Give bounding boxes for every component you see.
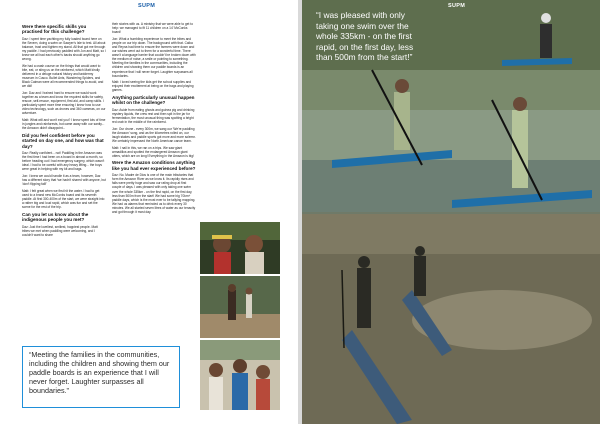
answer-paragraph: Daz: No. Madre de Dios is one of the main tributaries that form the Amazon River as we know it. Its rapidly rises and falls were pretty huge and saw our rating drop at first couple of days. I was pleased with only taking one swim over the whole 335km - on the first rapid, on the first day, less than 500m from the start! We had some big 70km+ paddle days, which is the most ever to be tallying mapping. We had us alarms that reminded us to drink every 30 minutes. We all started seven litres of water as our tenacity and got through it most day. <box>112 173 196 214</box>
article-column-2 <box>112 22 196 217</box>
photo-group-villagers <box>200 340 280 410</box>
question-heading: Were there specific skills you practised for this challenge? <box>22 24 87 35</box>
answer-paragraph: Matt: I loved seeing the kids get the school supplies and enjoyed their excitement at being on the bags and playing games. <box>112 80 194 93</box>
answer-paragraph: Matt: I nail in this, we ran on a trips. We saw giant armadillos and spotted the endangered Amazon giant otters, which are on long! Everything in the Amazon is big! <box>112 145 194 158</box>
pull-quote-text: “I was pleased with only taking one swim over the whole 335km - on the first rapid, on the first day, less than 500m from the start!” <box>316 10 414 62</box>
photo-riverside-people <box>200 276 280 338</box>
article-column-1 <box>22 22 106 239</box>
answer-paragraph: Daz: I spent time yachting my fully loaded board here on the Severn, doing a swim on Sawyer's Isle to test. All about balance, trust and tighten my stand. All that got me through my paddle. I had previously paddled with Jon and Matt, so I knew we all had each other's backs should anything go wrong. <box>22 36 106 62</box>
answer-paragraph: Jon: What a humbling experience to meet the tribes and people on our trip down. The background with that. Caika and Reyna had time to ensure the farmers were down and our wishes went out to them for a wonderful time. There wasn't a language barrier that couldn't be broken down with the medium of noise, a smile or pointing to something. Meeting the families in the communities, including the children and showing them our paddle boards is an experience that I will never forget. Laughter surpasses all boundaries. <box>112 36 196 78</box>
question-heading: Were the Amazon conditions anything like you had ever experienced before? <box>112 160 196 171</box>
question-heading: Did you feel confident before you started on day one, and how was that day? <box>22 132 104 149</box>
answer-paragraph: Daz: Just the loveliest, smiliest, happiest people. Matt tribes we met when paddling were welcoming, and I couldn't want to share <box>22 224 98 237</box>
answer-paragraph: Matt: What will and won't eat you? I knew spent lots of time in jungles and rainforests, but came away with our sanity... the Amazon didn't disappoint... <box>22 118 106 131</box>
photo-indigenous-portrait <box>200 222 280 274</box>
magazine-logo: SUPM <box>138 3 156 9</box>
left-page <box>0 0 298 424</box>
answer-paragraph: Daz: Aside from eating ghosts and guinea pig and drinking mystery liquids, the crew rest and then spit in the jar for fermentation, the most unusual thing was spotting a bright red crab in the middle of the rainforest. <box>112 107 195 125</box>
answer-paragraph: Jon: Daz and I trained hard to ensure we would work together as a team and know the required skills for safety, rescue, self-rescue, equipment, first aid, and camp skills. I particularly spent more time ensuring I knew how to use video technology, such as drones and 360 cameras, on our adventure. <box>22 90 106 116</box>
answer-paragraph: Jon: Our drone - every 300m, we sang our 'We're paddling the Amazon' song, and as the kilometres rolled on, our laugh stakes and paddle sports got more and more solemn. We certainly impressed the North American canoe team. <box>112 126 196 143</box>
magazine-logo: SUPM <box>448 3 466 9</box>
portrait-image <box>200 222 280 274</box>
answer-paragraph: We had a crash course on the things that would want to bite, eat, or sting us on the rainforest, which Matt kindly delivered in a deluge natural history and taxidermy museum in Cusco. Bullet Ants, Wandering Spiders, and Black Caiman were all recommended things to avoid, and we did! <box>22 63 104 89</box>
answer-paragraph: their stories with us. A ministry that we were able to get to help: we managed to fit 11 children on a 14' McConks board! <box>112 22 193 35</box>
pull-quote-box <box>22 346 180 408</box>
answer-paragraph: Matt: I felt great when we first hit the water. I had to get used to a brand new McConks board and its seventh paddle. At first 300-400m of the start, we were straight into a rather big and loud rapid, which was fun and set the scene for the rest of the trip. <box>22 188 105 210</box>
pull-quote <box>302 0 434 69</box>
answer-paragraph: Jon: I knew we could handle it as a team, however, Daz has a different story that 'we hadn't shared with anyone, but 'don't flipping fall!' <box>22 173 106 187</box>
question-heading: Can you let us know about the indigenous people you met? <box>22 211 89 223</box>
group-image <box>200 340 280 410</box>
question-heading: Anything particularly unusual happen whilst on the challenge? <box>112 95 195 106</box>
pull-quote-text: “Meeting the families in the communities, including the children and showing them our paddle boards is an experience that I will never forget. Laughter surpasses all boundaries.” <box>29 350 170 395</box>
answer-paragraph: Daz: Really confident... not! Paddling in the Amazon was the first time I had been on a board in almost a month, so before heading out I had emergency surgery, which wasn't ideal. I had to be careful with any heavy lifting... the boys were great in helping with my kit and bags. <box>22 151 105 172</box>
right-page <box>302 0 600 424</box>
riverside-image <box>200 276 280 338</box>
